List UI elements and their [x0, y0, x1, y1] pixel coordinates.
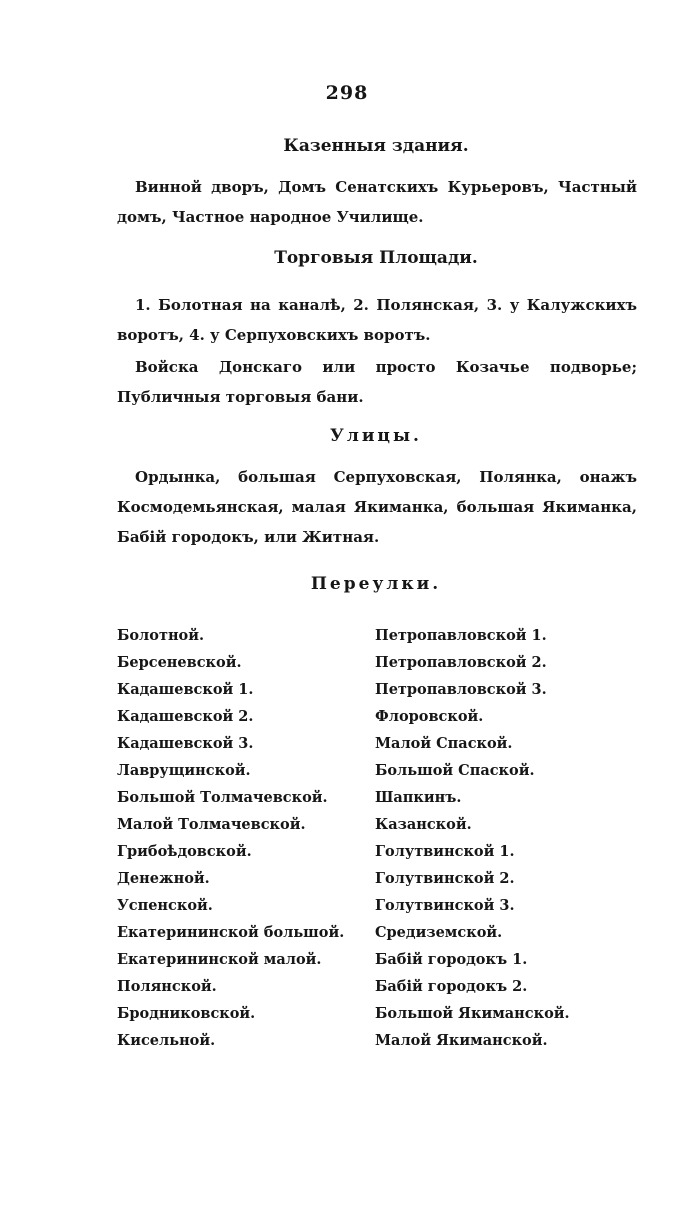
list-item: Голутвинской 2. — [375, 870, 515, 887]
list-item: Болотной. — [117, 627, 205, 644]
list-item: Большой Толмачевской. — [117, 789, 328, 806]
list-item: Бродниковской. — [117, 1005, 256, 1022]
heading-state-buildings: Казенныя здания. — [283, 136, 469, 156]
heading-lanes: Переулки. — [310, 574, 442, 594]
list-item: Кадашевской 3. — [117, 735, 254, 752]
lanes-list-right — [375, 622, 570, 1054]
list-item: Казанской. — [375, 816, 472, 833]
list-item: Флоровской. — [375, 708, 484, 725]
list-item: Малой Спаской. — [375, 735, 513, 752]
list-item: Бабій городокъ 2. — [375, 978, 528, 995]
list-item: Большой Якиманской. — [375, 1005, 570, 1022]
list-item: Петропавловской 2. — [375, 654, 547, 671]
list-item: Екатерининской малой. — [117, 951, 322, 968]
paragraph-cossack-yard: Войска Донскаго или просто Козачье подворье; Публичныя торговыя бани. — [117, 358, 637, 406]
list-item: Кисельной. — [117, 1032, 216, 1049]
list-item: Екатерининской большой. — [117, 924, 345, 941]
list-item: Грибоѣдовской. — [117, 843, 252, 860]
list-item: Кадашевской 1. — [117, 681, 254, 698]
list-item: Средиземской. — [375, 924, 503, 941]
list-item: Голутвинской 3. — [375, 897, 515, 914]
list-item: Бабій городокъ 1. — [375, 951, 528, 968]
heading-streets: Улицы. — [330, 426, 422, 446]
list-item: Малой Толмачевской. — [117, 816, 306, 833]
list-item: Успенской. — [117, 897, 213, 914]
lanes-list-left — [117, 622, 344, 1054]
list-item: Малой Якиманской. — [375, 1032, 548, 1049]
list-item: Полянской. — [117, 978, 217, 995]
list-item: Берсеневской. — [117, 654, 242, 671]
paragraph-streets: Ордынка, большая Серпуховская, Полянка, онажъ Космодемьянская, малая Якиманка, большая Якиманка, Бабій городокъ, или Житная. — [117, 468, 637, 546]
heading-trade-squares: Торговыя Площади. — [274, 248, 478, 268]
list-item: Петропавловской 1. — [375, 627, 547, 644]
list-item: Большой Спаской. — [375, 762, 535, 779]
list-item: Шапкинъ. — [375, 789, 462, 806]
list-item: Денежной. — [117, 870, 210, 887]
paragraph-state-buildings: Винной дворъ, Домъ Сенатскихъ Курьеровъ, Частный домъ, Частное народное Училище. — [117, 178, 637, 226]
list-item: Голутвинской 1. — [375, 843, 515, 860]
list-item: Лаврущинской. — [117, 762, 251, 779]
list-item: Кадашевской 2. — [117, 708, 254, 725]
page-number: 298 — [325, 82, 369, 104]
paragraph-trade-squares: 1. Болотная на каналѣ, 2. Полянская, 3. у Калужскихъ воротъ, 4. у Серпуховскихъ воротъ. — [117, 296, 637, 344]
list-item: Петропавловской 3. — [375, 681, 547, 698]
